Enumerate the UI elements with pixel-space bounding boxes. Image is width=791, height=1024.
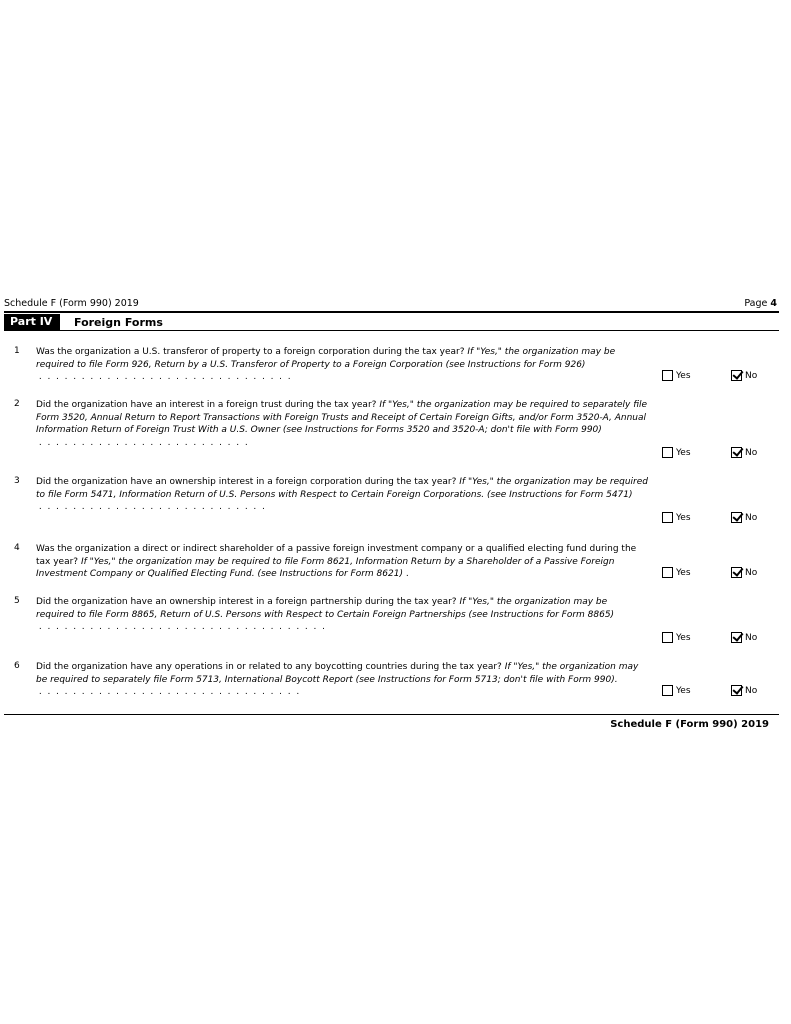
question-text-plain: Did the organization have an interest in a foreign trust during the tax year?: [36, 400, 377, 410]
no-checkbox[interactable]: [731, 370, 742, 381]
yes-option[interactable]: [662, 567, 691, 578]
leader-dots: . . . . . . . . . . . . . . . . . . . . . . . . .: [36, 437, 248, 448]
question-number: 6: [14, 661, 20, 671]
question-number: 4: [14, 543, 20, 553]
question-text-plain: Was the organization a U.S. transferor of property to a foreign corporation during the tax year?: [36, 347, 465, 357]
no-label: No: [745, 686, 758, 696]
no-checkbox[interactable]: [731, 567, 742, 578]
yes-option[interactable]: [662, 447, 691, 458]
no-option[interactable]: [731, 632, 757, 643]
part-title: Foreign Forms: [74, 315, 163, 329]
question-text-italic: If "Yes," the organization may be required to file Form 926, Return by a U.S. Transferor of Property to a Foreign Corporation (see Instructions for Form 926): [36, 347, 616, 370]
question-number: 2: [14, 399, 20, 409]
part-label: Part IV: [4, 314, 60, 330]
yes-label: Yes: [676, 371, 691, 381]
no-checkbox[interactable]: [731, 447, 742, 458]
question-text: [36, 661, 648, 699]
header-rule: [4, 311, 779, 313]
question-text: [36, 346, 648, 384]
yes-option[interactable]: [662, 370, 691, 381]
question-text-italic: If "Yes," the organization may be required to file Form 5471, Information Return of U.S. Persons with Respect to Certain Foreign Corporations. (see Instructions for Form 5471): [36, 477, 648, 500]
question-text: [36, 399, 648, 449]
yes-checkbox[interactable]: [662, 685, 673, 696]
question-text: [36, 476, 648, 514]
part-header: [4, 314, 163, 330]
footer-form-name: Schedule F (Form 990) 2019: [610, 719, 769, 730]
question-number: 3: [14, 476, 20, 486]
question-text: [36, 543, 648, 581]
form-name-header: Schedule F (Form 990) 2019: [4, 298, 139, 309]
leader-dots: . . . . . . . . . . . . . . . . . . . . . . . . . . . . . . . . . .: [36, 622, 325, 632]
no-label: No: [745, 568, 758, 578]
question-text: [36, 596, 648, 634]
leader-dots: . . . . . . . . . . . . . . . . . . . . . . . . . . . . . . .: [36, 687, 300, 697]
yes-checkbox[interactable]: [662, 370, 673, 381]
leader-dots: . . . . . . . . . . . . . . . . . . . . . . . . . . . . . .: [36, 372, 291, 382]
yes-label: Yes: [676, 448, 691, 458]
question-text-italic: If "Yes," the organization may be required to separately file Form 3520, Annual Return to Report Transactions with Foreign Trusts and Receipt of Certain Foreign Gifts, and/or Form 3520-A, Annual Information Return of Foreign Trust With a U.S. Owner (see Instructions for Forms 3520 and 3520-A; don't file with Form 990): [36, 400, 648, 435]
form-header: [4, 298, 777, 309]
yes-checkbox[interactable]: [662, 512, 673, 523]
no-label: No: [745, 448, 758, 458]
footer-rule: [4, 714, 779, 715]
yes-label: Yes: [676, 513, 691, 523]
leader-dots: .: [402, 569, 409, 579]
question-text-italic: If "Yes," the organization may be required to file Form 8621, Information Return by a Shareholder of a Passive Foreign Investment Company or Qualified Electing Fund. (see Instructions for Form 8621): [36, 556, 615, 579]
question-text-plain: Did the organization have any operations in or related to any boycotting countries during the tax year?: [36, 662, 502, 672]
question-text-italic: If "Yes," the organization may be required to separately file Form 5713, International Boycott Report (see Instructions for Form 5713; don't file with Form 990).: [36, 662, 639, 685]
no-label: No: [745, 513, 758, 523]
yes-option[interactable]: [662, 632, 691, 643]
yes-option[interactable]: [662, 685, 691, 696]
yes-option[interactable]: [662, 512, 691, 523]
no-option[interactable]: [731, 512, 757, 523]
question-text-italic: If "Yes," the organization may be required to file Form 8865, Return of U.S. Persons with Respect to Certain Foreign Partnerships (see Instructions for Form 8865): [36, 597, 615, 620]
no-checkbox[interactable]: [731, 512, 742, 523]
page-label: Page: [744, 298, 768, 309]
question-number: 1: [14, 346, 20, 356]
yes-checkbox[interactable]: [662, 632, 673, 643]
yes-label: Yes: [676, 633, 691, 643]
no-option[interactable]: [731, 447, 757, 458]
part-rule: [4, 330, 779, 331]
yes-label: Yes: [676, 686, 691, 696]
no-option[interactable]: [731, 567, 757, 578]
no-checkbox[interactable]: [731, 632, 742, 643]
question-text-plain: Did the organization have an ownership interest in a foreign partnership during the tax year?: [36, 597, 457, 607]
page-number: 4: [770, 298, 777, 309]
no-option[interactable]: [731, 685, 757, 696]
yes-checkbox[interactable]: [662, 447, 673, 458]
question-text-plain: Was the organization a direct or indirect shareholder of a passive foreign investment company or a qualified electing fund during the tax year?: [36, 544, 637, 567]
yes-label: Yes: [676, 568, 691, 578]
no-option[interactable]: [731, 370, 757, 381]
no-checkbox[interactable]: [731, 685, 742, 696]
leader-dots: . . . . . . . . . . . . . . . . . . . . . . . . . . .: [36, 502, 265, 512]
no-label: No: [745, 371, 758, 381]
page-indicator: [744, 298, 777, 309]
question-number: 5: [14, 596, 20, 606]
yes-checkbox[interactable]: [662, 567, 673, 578]
question-text-plain: Did the organization have an ownership interest in a foreign corporation during the tax year?: [36, 477, 457, 487]
no-label: No: [745, 633, 758, 643]
